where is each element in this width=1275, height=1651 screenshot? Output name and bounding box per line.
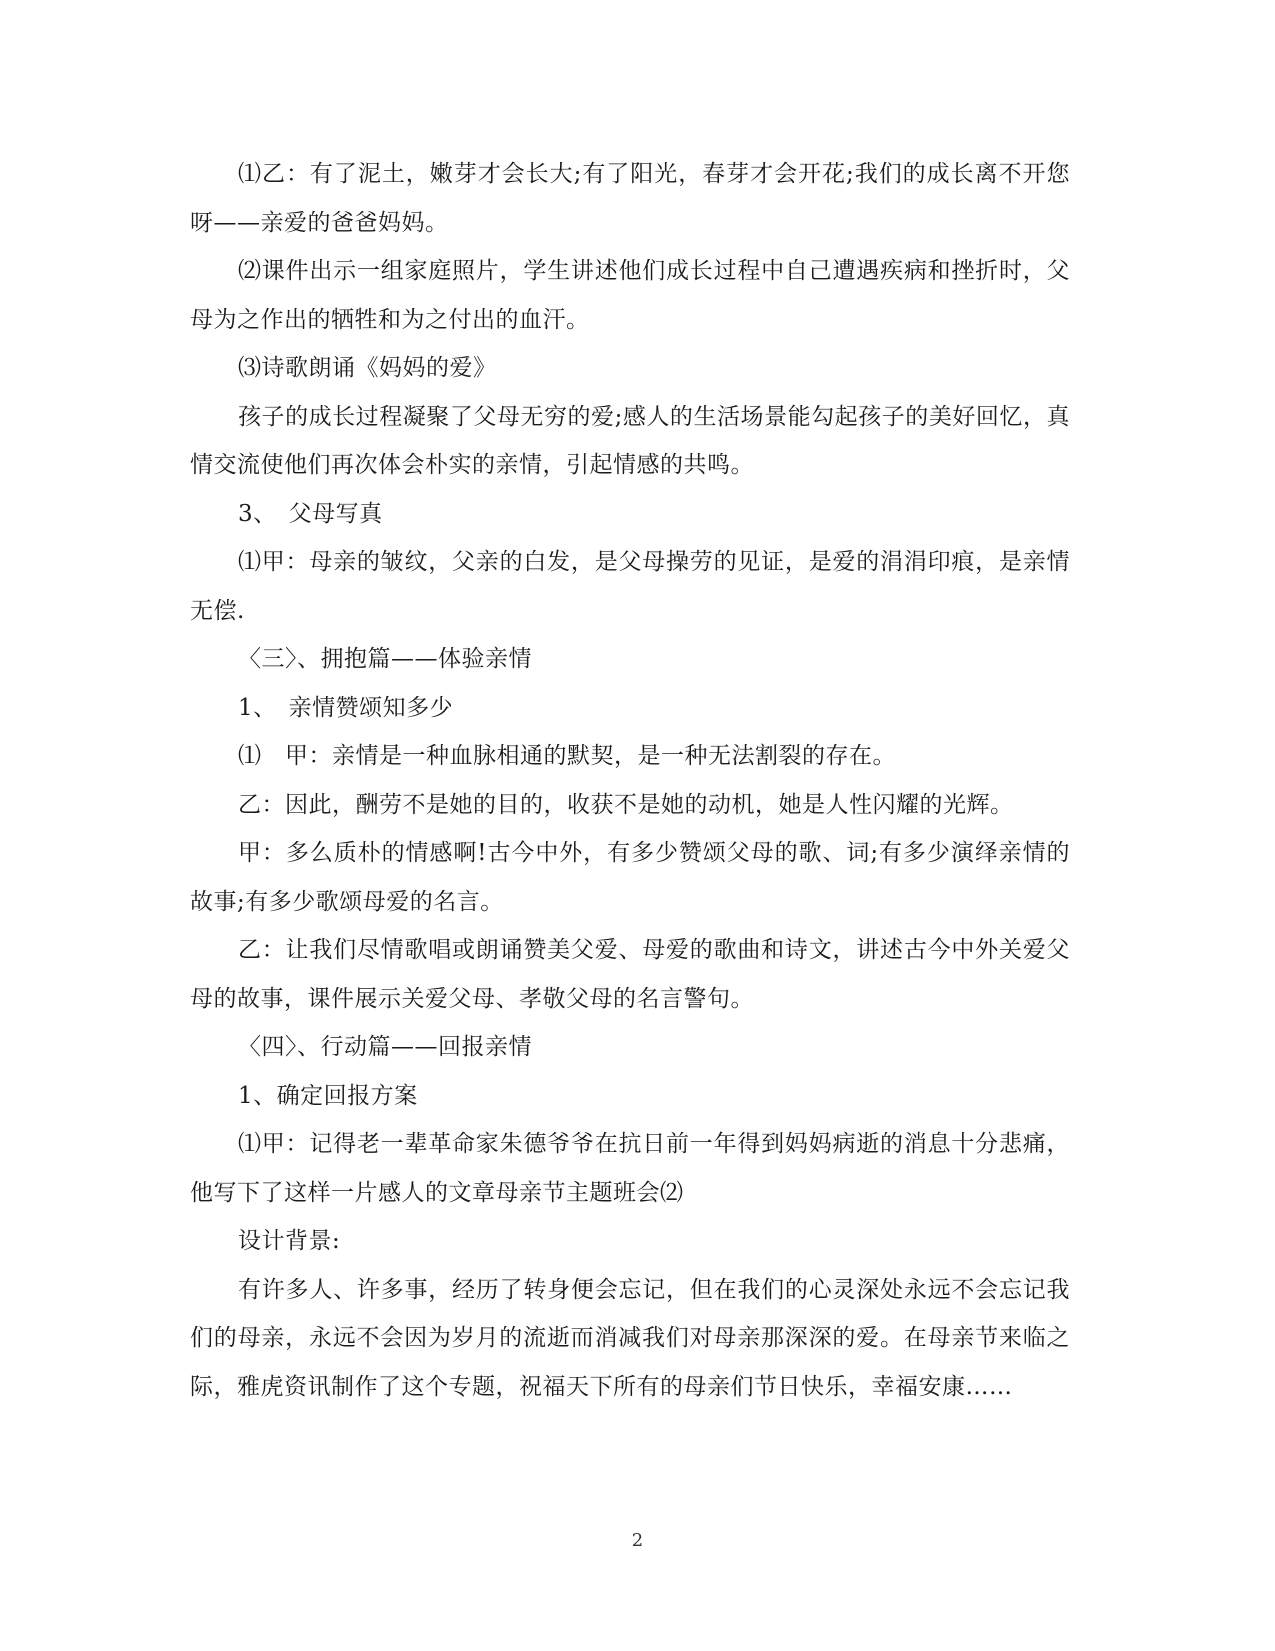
paragraph: ⑵课件出示一组家庭照片，学生讲述他们成长过程中自己遭遇疾病和挫折时，父母为之作出的牺牲和为之付出的血汗。 (190, 258, 1070, 333)
paragraph: ⑴乙：有了泥土，嫩芽才会长大;有了阳光，春芽才会开花;我们的成长离不开您呀——亲爱的爸爸妈妈。 (190, 161, 1070, 236)
paragraph: 乙：让我们尽情歌唱或朗诵赞美父爱、母爱的歌曲和诗文，讲述古今中外关爱父母的故事，课件展示关爱父母、孝敬父母的名言警句。 (190, 937, 1070, 1012)
section-heading: 〈三〉、拥抱篇——体验亲情 (238, 646, 532, 672)
paragraph: ⑴甲：记得老一辈革命家朱德爷爷在抗日前一年得到妈妈病逝的消息十分悲痛，他写下了这样一片感人的文章母亲节主题班会⑵ (190, 1131, 1070, 1206)
paragraph: 有许多人、许多事，经历了转身便会忘记，但在我们的心灵深处永远不会忘记我们的母亲，永远不会因为岁月的流逝而消减我们对母亲那深深的爱。在母亲节来临之际，雅虎资讯制作了这个专题，祝福天下所有的母亲们节日快乐，幸福安康…… (190, 1276, 1070, 1400)
document-body (190, 150, 1070, 1411)
paragraph: 甲：多么质朴的情感啊!古今中外，有多少赞颂父母的歌、词;有多少演绎亲情的故事;有多少歌颂母爱的名言。 (190, 840, 1070, 915)
paragraph: 乙：因此，酬劳不是她的目的，收获不是她的动机，她是人性闪耀的光辉。 (238, 791, 1014, 818)
paragraph: 设计背景: (238, 1228, 341, 1254)
section-heading: 1、 亲情赞颂知多少 (238, 694, 454, 721)
section-heading: 〈四〉、行动篇——回报亲情 (238, 1034, 532, 1060)
section-heading: 1、确定回报方案 (238, 1082, 418, 1109)
section-heading: 3、 父母写真 (238, 500, 383, 527)
paragraph: ⑴甲：母亲的皱纹，父亲的白发，是父母操劳的见证，是爱的涓涓印痕，是亲情无偿. (190, 549, 1070, 624)
paragraph: ⑴ 甲：亲情是一种血脉相通的默契，是一种无法割裂的存在。 (238, 743, 896, 769)
paragraph: 孩子的成长过程凝聚了父母无穷的爱;感人的生活场景能勾起孩子的美好回忆，真情交流使他们再次体会朴实的亲情，引起情感的共鸣。 (190, 403, 1070, 478)
page-number: 2 (631, 1530, 644, 1551)
paragraph: ⑶诗歌朗诵《妈妈的爱》 (238, 355, 497, 381)
